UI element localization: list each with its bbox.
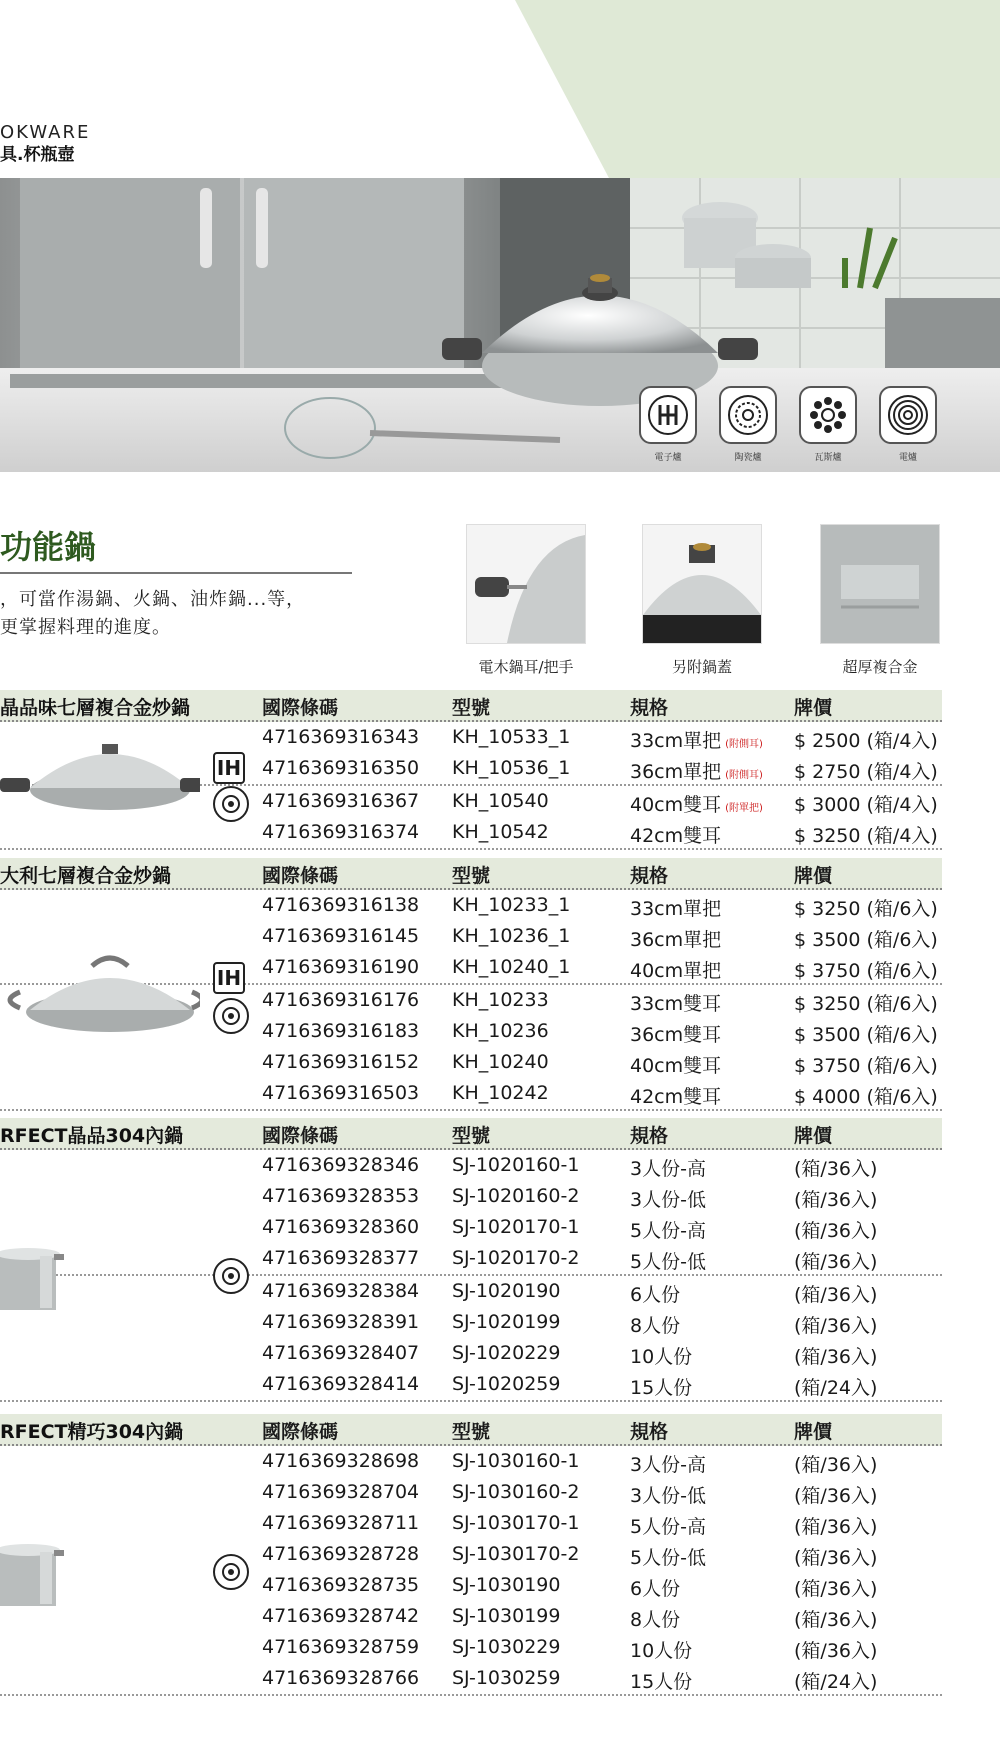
barcode: 4716369328360 xyxy=(262,1216,420,1238)
price: $ 2500 (箱/4入) xyxy=(794,730,938,752)
spec: 36cm雙耳 xyxy=(630,1024,722,1046)
barcode: 4716369328377 xyxy=(262,1247,420,1269)
electric-stove-icon xyxy=(879,386,937,444)
price: (箱/36入) xyxy=(794,1547,878,1569)
table-row xyxy=(0,1338,942,1369)
stove-ceramic xyxy=(718,386,778,463)
brand-chinese: 具.杯瓶壺 xyxy=(0,145,75,165)
description-line: ，可當作湯鍋、火鍋、油炸鍋...等， xyxy=(0,589,306,610)
model: SJ-1030170-1 xyxy=(452,1512,580,1534)
table-row xyxy=(0,1212,942,1243)
spec-text: 33cm單把 xyxy=(630,730,722,752)
model: SJ-1020199 xyxy=(452,1311,561,1333)
model: KH_10236_1 xyxy=(452,925,571,947)
table-row xyxy=(0,1446,942,1477)
price: $ 3250 (箱/4入) xyxy=(794,825,938,847)
section-description xyxy=(0,586,305,642)
model: KH_10533_1 xyxy=(452,726,571,748)
lid-photo xyxy=(642,524,762,644)
spec-note: (附側耳) xyxy=(725,739,763,750)
price: (箱/36入) xyxy=(794,1454,878,1476)
spec-text: 36cm單把 xyxy=(630,761,722,783)
spec xyxy=(630,757,763,784)
model: SJ-1020160-1 xyxy=(452,1154,580,1176)
header-price: 牌價 xyxy=(794,697,833,719)
table-row xyxy=(0,890,942,921)
barcode: 4716369316503 xyxy=(262,1082,420,1104)
feature-alloy xyxy=(820,524,940,677)
ih-badge-icon: IH xyxy=(213,752,245,784)
price: (箱/36入) xyxy=(794,1284,878,1306)
stove-compatibility xyxy=(638,386,958,466)
ih-badge-icon: IH xyxy=(213,962,245,994)
feature-handle xyxy=(466,524,586,677)
barcode: 4716369328698 xyxy=(262,1450,420,1472)
table-row xyxy=(0,1047,942,1078)
brand-block xyxy=(0,122,90,166)
model: KH_10542 xyxy=(452,821,549,843)
spec: 8人份 xyxy=(630,1609,681,1631)
price: (箱/36入) xyxy=(794,1251,878,1273)
price: $ 3000 (箱/4入) xyxy=(794,794,938,816)
model: SJ-1030170-2 xyxy=(452,1543,580,1565)
model: KH_10242 xyxy=(452,1082,549,1104)
barcode: 4716369328728 xyxy=(262,1543,420,1565)
ceramic-stove-icon xyxy=(719,386,777,444)
spec: 33cm雙耳 xyxy=(630,993,722,1015)
model: KH_10236 xyxy=(452,1020,549,1042)
spec: 5人份-高 xyxy=(630,1516,706,1538)
brand-english: OKWARE xyxy=(0,122,91,143)
barcode: 4716369316145 xyxy=(262,925,420,947)
section-divider xyxy=(0,572,352,574)
model: KH_10240_1 xyxy=(452,956,571,978)
barcode: 4716369328353 xyxy=(262,1185,420,1207)
price: (箱/36入) xyxy=(794,1315,878,1337)
table-row xyxy=(0,1276,942,1307)
table-row xyxy=(0,1570,942,1601)
model: KH_10233 xyxy=(452,989,549,1011)
table-header xyxy=(0,1118,942,1150)
barcode: 4716369328407 xyxy=(262,1342,420,1364)
spec: 15人份 xyxy=(630,1377,693,1399)
price: (箱/36入) xyxy=(794,1189,878,1211)
spec: 10人份 xyxy=(630,1640,693,1662)
product-table-3 xyxy=(0,1118,942,1402)
barcode: 4716369316343 xyxy=(262,726,420,748)
product-table-2 xyxy=(0,858,942,1111)
barcode: 4716369328742 xyxy=(262,1605,420,1627)
model: SJ-1030160-2 xyxy=(452,1481,580,1503)
barcode: 4716369316374 xyxy=(262,821,420,843)
spec: 3人份-高 xyxy=(630,1454,706,1476)
price: (箱/24入) xyxy=(794,1671,878,1693)
price: (箱/36入) xyxy=(794,1516,878,1538)
header-price: 牌價 xyxy=(794,1421,833,1443)
electric-stove-badge-icon xyxy=(213,1258,249,1294)
model: KH_10540 xyxy=(452,790,549,812)
header-barcode: 國際條碼 xyxy=(262,1421,339,1443)
induction-stove-icon xyxy=(639,386,697,444)
header-price: 牌價 xyxy=(794,865,833,887)
spec-text: 40cm雙耳 xyxy=(630,794,722,816)
gas-stove-icon xyxy=(799,386,857,444)
model: SJ-1020170-1 xyxy=(452,1216,580,1238)
price: $ 4000 (箱/6入) xyxy=(794,1086,938,1108)
price: (箱/36入) xyxy=(794,1485,878,1507)
feature-caption: 電木鍋耳/把手 xyxy=(478,658,574,676)
spec: 33cm單把 xyxy=(630,898,722,920)
model: SJ-1020160-2 xyxy=(452,1185,580,1207)
spec: 5人份-低 xyxy=(630,1251,706,1273)
barcode: 4716369328711 xyxy=(262,1512,420,1534)
barcode: 4716369328384 xyxy=(262,1280,420,1302)
stove-induction xyxy=(638,386,698,463)
spec: 10人份 xyxy=(630,1346,693,1368)
barcode: 4716369316176 xyxy=(262,989,420,1011)
product-table-1 xyxy=(0,690,942,850)
spec: 3人份-低 xyxy=(630,1485,706,1507)
stove-label: 陶瓷爐 xyxy=(734,453,762,463)
stove-label: 電爐 xyxy=(898,453,917,463)
barcode: 4716369316138 xyxy=(262,894,420,916)
spec-note: (附側耳) xyxy=(725,770,763,781)
model: KH_10536_1 xyxy=(452,757,571,779)
spec: 5人份-高 xyxy=(630,1220,706,1242)
model: KH_10240 xyxy=(452,1051,549,1073)
table-row xyxy=(0,1243,942,1276)
table-row xyxy=(0,1307,942,1338)
header-barcode: 國際條碼 xyxy=(262,697,339,719)
model: SJ-1020190 xyxy=(452,1280,561,1302)
table-row xyxy=(0,921,942,952)
barcode: 4716369328391 xyxy=(262,1311,420,1333)
price: (箱/24入) xyxy=(794,1377,878,1399)
section-title: 功能鍋 xyxy=(0,528,97,566)
price: (箱/36入) xyxy=(794,1578,878,1600)
spec: 42cm雙耳 xyxy=(630,1086,722,1108)
barcode: 4716369328346 xyxy=(262,1154,420,1176)
stove-label: 瓦斯爐 xyxy=(814,453,842,463)
inner-pot-photo xyxy=(0,1542,70,1612)
model: SJ-1030229 xyxy=(452,1636,561,1658)
header-spec: 規格 xyxy=(630,697,669,719)
table-header xyxy=(0,1414,942,1446)
price: $ 3750 (箱/6入) xyxy=(794,1055,938,1077)
model: SJ-1030259 xyxy=(452,1667,561,1689)
barcode: 4716369316190 xyxy=(262,956,420,978)
table-row xyxy=(0,1369,942,1402)
spec: 6人份 xyxy=(630,1284,681,1306)
header-price: 牌價 xyxy=(794,1125,833,1147)
header-model: 型號 xyxy=(452,1421,491,1443)
spec xyxy=(630,726,763,753)
spec-note: (附單把) xyxy=(725,803,763,814)
wok-photo xyxy=(0,950,200,1040)
header-spec: 規格 xyxy=(630,1125,669,1147)
table-header xyxy=(0,858,942,890)
model: SJ-1020259 xyxy=(452,1373,561,1395)
barcode: 4716369316367 xyxy=(262,790,420,812)
product-name: RFECT精巧304內鍋 xyxy=(0,1421,184,1443)
electric-stove-badge-icon xyxy=(213,998,249,1034)
product-name: RFECT晶品304內鍋 xyxy=(0,1125,184,1147)
table-row xyxy=(0,1508,942,1539)
price: (箱/36入) xyxy=(794,1158,878,1180)
barcode: 4716369328766 xyxy=(262,1667,420,1689)
spec: 3人份-低 xyxy=(630,1189,706,1211)
table-row xyxy=(0,817,942,850)
barcode: 4716369328704 xyxy=(262,1481,420,1503)
table-row xyxy=(0,1601,942,1632)
spec: 15人份 xyxy=(630,1671,693,1693)
feature-caption: 超厚複合金 xyxy=(842,658,918,676)
spec: 36cm單把 xyxy=(630,929,722,951)
spec: 8人份 xyxy=(630,1315,681,1337)
barcode: 4716369328414 xyxy=(262,1373,420,1395)
spec: 5人份-低 xyxy=(630,1547,706,1569)
spec: 40cm雙耳 xyxy=(630,1055,722,1077)
stove-electric xyxy=(878,386,938,463)
price: (箱/36入) xyxy=(794,1609,878,1631)
price: $ 3750 (箱/6入) xyxy=(794,960,938,982)
price: (箱/36入) xyxy=(794,1640,878,1662)
model: KH_10233_1 xyxy=(452,894,571,916)
stove-label: 電子爐 xyxy=(654,453,682,463)
header-spec: 規格 xyxy=(630,1421,669,1443)
table-row xyxy=(0,1632,942,1663)
table-row xyxy=(0,1181,942,1212)
header-model: 型號 xyxy=(452,697,491,719)
product-name: 晶品味七層複合金炒鍋 xyxy=(0,697,191,719)
price: $ 3250 (箱/6入) xyxy=(794,993,938,1015)
wok-photo xyxy=(0,730,200,816)
description-line: 更掌握料理的進度。 xyxy=(0,617,171,638)
spec: 6人份 xyxy=(630,1578,681,1600)
electric-stove-badge-icon xyxy=(213,1554,249,1590)
header-spec: 規格 xyxy=(630,865,669,887)
model: SJ-1030199 xyxy=(452,1605,561,1627)
inner-pot-photo xyxy=(0,1246,70,1316)
price: (箱/36入) xyxy=(794,1220,878,1242)
alloy-photo xyxy=(820,524,940,644)
product-table-4 xyxy=(0,1414,942,1696)
spec: 3人份-高 xyxy=(630,1158,706,1180)
feature-lid xyxy=(642,524,762,677)
header-model: 型號 xyxy=(452,865,491,887)
model: SJ-1030190 xyxy=(452,1574,561,1596)
model: SJ-1020170-2 xyxy=(452,1247,580,1269)
spec: 40cm單把 xyxy=(630,960,722,982)
header-barcode: 國際條碼 xyxy=(262,1125,339,1147)
price: $ 3250 (箱/6入) xyxy=(794,898,938,920)
price: $ 2750 (箱/4入) xyxy=(794,761,938,783)
stove-gas xyxy=(798,386,858,463)
spec: 42cm雙耳 xyxy=(630,825,722,847)
price: (箱/36入) xyxy=(794,1346,878,1368)
price: $ 3500 (箱/6入) xyxy=(794,929,938,951)
barcode: 4716369316183 xyxy=(262,1020,420,1042)
electric-stove-badge-icon xyxy=(213,786,249,822)
header-background xyxy=(0,0,1000,180)
barcode: 4716369316350 xyxy=(262,757,420,779)
table-row xyxy=(0,1539,942,1570)
table-row xyxy=(0,1078,942,1111)
header-barcode: 國際條碼 xyxy=(262,865,339,887)
table-row xyxy=(0,1663,942,1696)
table-row xyxy=(0,1150,942,1181)
table-header xyxy=(0,690,942,722)
table-row xyxy=(0,1477,942,1508)
model: SJ-1030160-1 xyxy=(452,1450,580,1472)
barcode: 4716369316152 xyxy=(262,1051,420,1073)
feature-caption: 另附鍋蓋 xyxy=(671,658,732,676)
handle-photo xyxy=(466,524,586,644)
model: SJ-1020229 xyxy=(452,1342,561,1364)
product-name: 大利七層複合金炒鍋 xyxy=(0,865,172,887)
spec xyxy=(630,790,763,817)
barcode: 4716369328735 xyxy=(262,1574,420,1596)
header-model: 型號 xyxy=(452,1125,491,1147)
price: $ 3500 (箱/6入) xyxy=(794,1024,938,1046)
barcode: 4716369328759 xyxy=(262,1636,420,1658)
